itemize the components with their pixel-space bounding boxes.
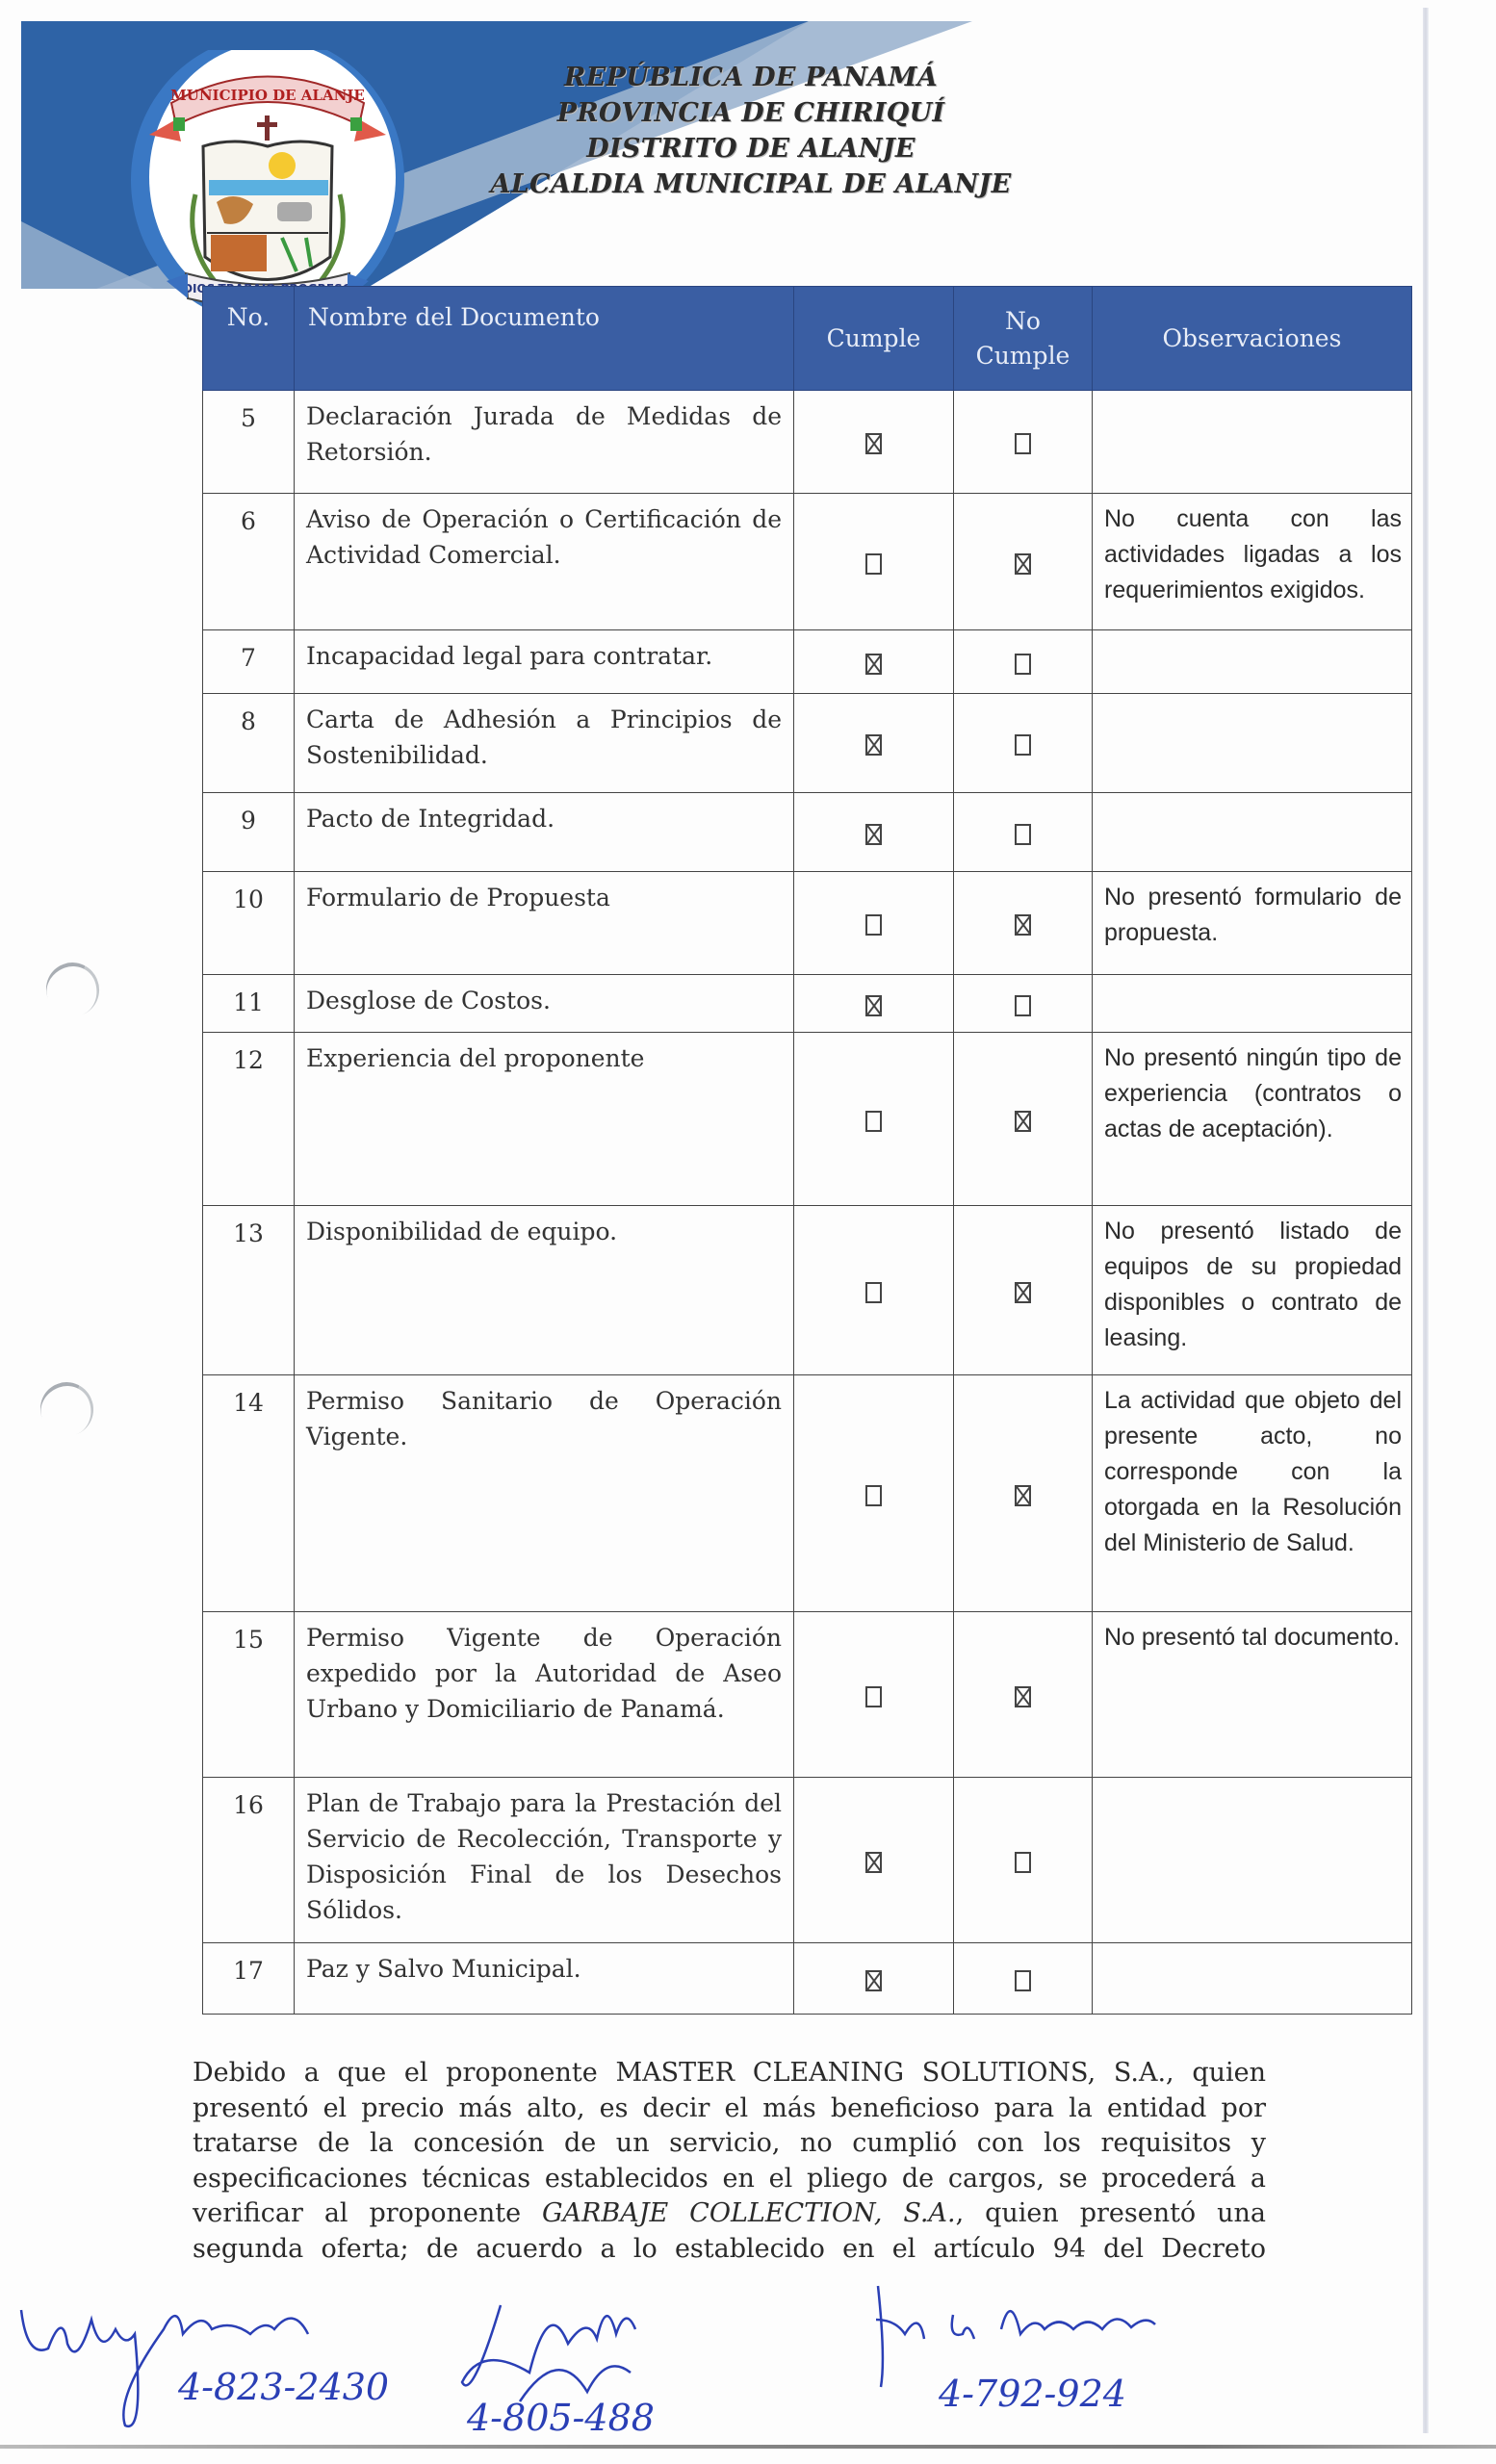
no-cumple-cell [954, 1375, 1093, 1612]
observation [1093, 975, 1412, 1033]
no-cumple-cell [954, 630, 1093, 694]
document-name: Permiso Vigente de Operación expedido por la Autoridad de Aseo Urbano y Domiciliario de Panamá. [295, 1612, 794, 1778]
letterhead-title [462, 60, 1040, 202]
row-number: 6 [203, 494, 295, 630]
header-no-cumple-line2: Cumple [975, 341, 1070, 370]
letterhead-line-republic: REPÚBLICA DE PANAMÁ [564, 63, 938, 92]
row-number: 5 [203, 391, 295, 494]
empty-box-icon[interactable] [1015, 824, 1031, 845]
letterhead-line-mayoralty: ALCALDIA MUNICIPAL DE ALANJE [490, 169, 1012, 199]
letterhead-line-district: DISTRITO DE ALANJE [586, 134, 916, 164]
empty-box-icon[interactable] [865, 1686, 882, 1707]
row-number: 15 [203, 1612, 295, 1778]
table-row [203, 1206, 1412, 1375]
cumple-cell [794, 1206, 954, 1375]
empty-box-icon[interactable] [1015, 1852, 1031, 1873]
header-document-name: Nombre del Documento [295, 287, 794, 391]
observation: No presentó formulario de propuesta. [1093, 872, 1412, 975]
document-name: Disponibilidad de equipo. [295, 1206, 794, 1375]
no-cumple-cell [954, 1778, 1093, 1943]
signature-1 [10, 2291, 395, 2435]
signature-3-id: 4-792-924 [939, 2373, 1126, 2415]
checked-box-icon[interactable] [1015, 553, 1031, 575]
cumple-cell [794, 1375, 954, 1612]
empty-box-icon[interactable] [865, 1485, 882, 1506]
document-name: Formulario de Propuesta [295, 872, 794, 975]
table-row [203, 630, 1412, 694]
row-number: 16 [203, 1778, 295, 1943]
document-name: Desglose de Costos. [295, 975, 794, 1033]
row-number: 13 [203, 1206, 295, 1375]
checked-box-icon[interactable] [1015, 1686, 1031, 1707]
checked-box-icon[interactable] [865, 433, 882, 454]
signature-2 [443, 2286, 751, 2450]
observation [1093, 1943, 1412, 2015]
evaluation-paragraph [193, 2056, 1266, 2267]
row-number: 14 [203, 1375, 295, 1612]
no-cumple-cell [954, 494, 1093, 630]
row-number: 9 [203, 793, 295, 872]
seal-top-text: MUNICIPIO DE ALANJE [170, 87, 365, 104]
checked-box-icon[interactable] [1015, 1111, 1031, 1132]
empty-box-icon[interactable] [1015, 734, 1031, 756]
observation [1093, 793, 1412, 872]
table-row [203, 1943, 1412, 2015]
cumple-cell [794, 694, 954, 793]
checked-box-icon[interactable] [865, 995, 882, 1016]
cumple-cell [794, 1033, 954, 1206]
header-no-cumple-line1: No [1005, 306, 1041, 335]
document-name: Plan de Trabajo para la Prestación del Servicio de Recolección, Transporte y Disposición Final de los Desechos Sólidos. [295, 1778, 794, 1943]
empty-box-icon[interactable] [1015, 995, 1031, 1016]
cumple-cell [794, 1778, 954, 1943]
no-cumple-cell [954, 1206, 1093, 1375]
empty-box-icon[interactable] [865, 1282, 882, 1303]
no-cumple-cell [954, 872, 1093, 975]
header-observaciones: Observaciones [1093, 287, 1412, 391]
cumple-cell [794, 793, 954, 872]
empty-box-icon[interactable] [1015, 433, 1031, 454]
observation [1093, 391, 1412, 494]
no-cumple-cell [954, 694, 1093, 793]
empty-box-icon[interactable] [1015, 1970, 1031, 1991]
signature-3 [866, 2281, 1213, 2435]
cumple-cell [794, 494, 954, 630]
checked-box-icon[interactable] [1015, 1282, 1031, 1303]
signature-1-id: 4-823-2430 [178, 2366, 390, 2408]
table-row [203, 391, 1412, 494]
checked-box-icon[interactable] [865, 1970, 882, 1991]
cumple-cell [794, 391, 954, 494]
scan-edge [1423, 8, 1429, 2433]
empty-box-icon[interactable] [865, 914, 882, 936]
checked-box-icon[interactable] [865, 654, 882, 675]
observation: No presentó listado de equipos de su propiedad disponibles o contrato de leasing. [1093, 1206, 1412, 1375]
row-number: 7 [203, 630, 295, 694]
cumple-cell [794, 1943, 954, 2015]
table-row [203, 975, 1412, 1033]
document-name: Aviso de Operación o Certificación de Actividad Comercial. [295, 494, 794, 630]
empty-box-icon[interactable] [1015, 654, 1031, 675]
document-name: Paz y Salvo Municipal. [295, 1943, 794, 2015]
row-number: 11 [203, 975, 295, 1033]
checked-box-icon[interactable] [865, 824, 882, 845]
table-row [203, 793, 1412, 872]
empty-box-icon[interactable] [865, 1111, 882, 1132]
document-name: Incapacidad legal para contratar. [295, 630, 794, 694]
observation [1093, 694, 1412, 793]
observation [1093, 1778, 1412, 1943]
header-no: No. [203, 287, 295, 391]
paragraph-text-1: Debido a que el proponente MASTER CLEANING SOLUTIONS, S.A., quien presentó el precio más alto, es decir el más beneficioso para la entidad por tratarse de la concesión de un servicio, no cumplió con los requisitos y especificaciones técnicas establecidos en el pliego de cargos, se procederá a verificar al proponente [193, 2058, 1266, 2228]
requirements-table [202, 286, 1412, 2015]
observation [1093, 630, 1412, 694]
table-row [203, 1778, 1412, 1943]
punch-hole [39, 955, 107, 1023]
document-name: Declaración Jurada de Medidas de Retorsión. [295, 391, 794, 494]
document-name: Carta de Adhesión a Principios de Sostenibilidad. [295, 694, 794, 793]
checked-box-icon[interactable] [1015, 1485, 1031, 1506]
second-bidder-name: GARBAJE COLLECTION, S.A. [541, 2198, 956, 2228]
paragraph-text-2: , quien presentó una segunda oferta; de acuerdo a lo establecido en el artículo 94 del Decreto [193, 2198, 1266, 2264]
checked-box-icon[interactable] [865, 734, 882, 756]
observation: La actividad que objeto del presente acto, no corresponde con la otorgada en la Resolución del Ministerio de Salud. [1093, 1375, 1412, 1612]
no-cumple-cell [954, 793, 1093, 872]
no-cumple-cell [954, 1033, 1093, 1206]
observation: No presentó tal documento. [1093, 1612, 1412, 1778]
table-row [203, 1375, 1412, 1612]
document-name: Experiencia del proponente [295, 1033, 794, 1206]
header-cumple: Cumple [794, 287, 954, 391]
row-number: 10 [203, 872, 295, 975]
cumple-cell [794, 630, 954, 694]
no-cumple-cell [954, 1943, 1093, 2015]
municipal-seal-logo [128, 50, 407, 310]
row-number: 8 [203, 694, 295, 793]
observation: No presentó ningún tipo de experiencia (contratos o actas de aceptación). [1093, 1033, 1412, 1206]
no-cumple-cell [954, 391, 1093, 494]
cumple-cell [794, 1612, 954, 1778]
punch-hole [33, 1374, 101, 1443]
table-row [203, 872, 1412, 975]
empty-box-icon[interactable] [865, 553, 882, 575]
header-no-cumple [954, 287, 1093, 391]
signature-scribble [10, 2291, 395, 2435]
no-cumple-cell [954, 975, 1093, 1033]
table-row [203, 1612, 1412, 1778]
row-number: 17 [203, 1943, 295, 2015]
row-number: 12 [203, 1033, 295, 1206]
observation: No cuenta con las actividades ligadas a los requerimientos exigidos. [1093, 494, 1412, 630]
cumple-cell [794, 872, 954, 975]
table-row [203, 1033, 1412, 1206]
table-header-row [203, 287, 1412, 391]
cumple-cell [794, 975, 954, 1033]
checked-box-icon[interactable] [1015, 914, 1031, 936]
no-cumple-cell [954, 1612, 1093, 1778]
table-row [203, 494, 1412, 630]
checked-box-icon[interactable] [865, 1852, 882, 1873]
document-name: Pacto de Integridad. [295, 793, 794, 872]
document-name: Permiso Sanitario de Operación Vigente. [295, 1375, 794, 1612]
table-row [203, 694, 1412, 793]
letterhead-line-province: PROVINCIA DE CHIRIQUÍ [556, 98, 945, 128]
signature-2-id: 4-805-488 [467, 2397, 655, 2439]
